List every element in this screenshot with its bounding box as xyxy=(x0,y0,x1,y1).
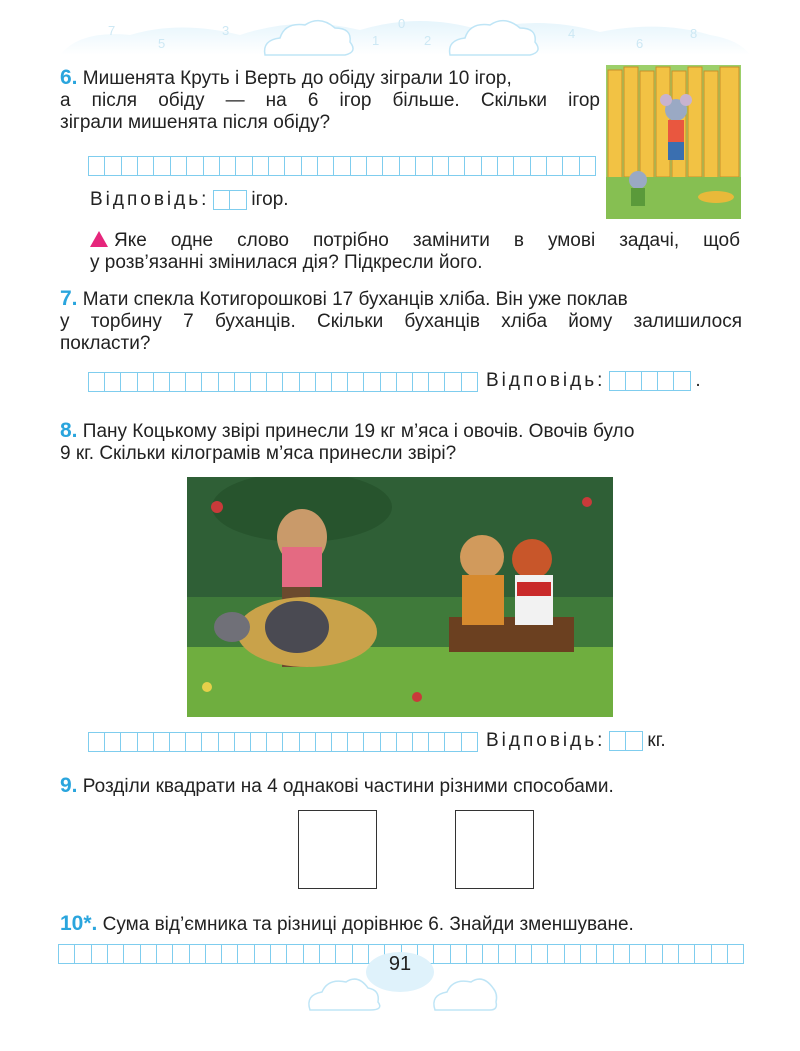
answer-box[interactable] xyxy=(609,371,691,391)
task-number: 7. xyxy=(60,287,78,310)
answer-label: Відповідь: xyxy=(90,189,210,210)
triangle-icon xyxy=(90,231,108,247)
mice-illustration xyxy=(606,65,741,219)
square-2[interactable] xyxy=(455,810,534,889)
header-digit: 5 xyxy=(158,36,166,51)
answer-unit: кг. xyxy=(647,730,666,751)
answer-label: Відповідь: xyxy=(486,730,606,751)
task-line: 9 кг. Скільки кілограмів м’яса принесли звірі? xyxy=(60,443,457,464)
task-8-text xyxy=(60,420,742,465)
task-9-text xyxy=(60,775,750,798)
answer-box[interactable] xyxy=(609,731,643,751)
task-line: у торбину 7 буханців. Скільки буханців хліба йому залишилося xyxy=(60,311,742,332)
square-1[interactable] xyxy=(298,810,377,889)
answer-label: Відповідь: xyxy=(486,370,606,391)
task-6-work-grid[interactable] xyxy=(88,156,596,176)
header-digit: 1 xyxy=(372,33,380,48)
header-digit: 6 xyxy=(636,36,644,51)
task-8-work-grid[interactable] xyxy=(88,732,478,752)
task-line: покласти? xyxy=(60,333,151,354)
task-number: 8. xyxy=(60,419,78,442)
task-7-text xyxy=(60,288,742,355)
task-line: Пану Коцькому звірі принесли 19 кг м’яса і овочів. Овочів було xyxy=(82,421,635,442)
task-6-triangle-question xyxy=(90,230,740,274)
task-6-text xyxy=(60,67,600,134)
task-line: а після обіду — на 6 ігор більше. Скільки ігор xyxy=(60,90,600,111)
task-line: зіграли мишенята після обіду? xyxy=(60,112,331,133)
header-decoration xyxy=(0,0,800,70)
task-line: у розв’язанні змінилася дія? Підкресли його. xyxy=(90,252,483,273)
answer-box[interactable] xyxy=(213,190,247,210)
task-8-answer xyxy=(486,730,666,752)
forest-animals-illustration xyxy=(187,477,613,717)
answer-unit: ігор. xyxy=(251,189,289,210)
task-7-work-grid[interactable] xyxy=(88,372,478,392)
task-line: Мишенята Круть і Верть до обіду зіграли 10 ігор, xyxy=(82,68,512,89)
task-line: Яке одне слово потрібно замінити в умові задачі, щоб xyxy=(114,230,740,251)
task-6-answer xyxy=(90,189,289,211)
task-number: 10*. xyxy=(60,912,98,935)
task-line: Розділи квадрати на 4 однакові частини різними способами. xyxy=(82,776,614,797)
header-digit: 0 xyxy=(398,16,406,31)
page-number: 91 xyxy=(388,953,412,975)
task-number: 9. xyxy=(60,774,78,797)
header-digit: 4 xyxy=(568,26,576,41)
header-digit: 2 xyxy=(424,33,432,48)
answer-end: . xyxy=(695,370,701,391)
header-digit: 3 xyxy=(222,23,230,38)
task-7-answer xyxy=(486,370,701,392)
header-digit: 8 xyxy=(690,26,698,41)
task-number: 6. xyxy=(60,66,78,89)
task-line: Сума від’ємника та різниці дорівнює 6. Знайди зменшуване. xyxy=(102,914,634,935)
task-10-text xyxy=(60,913,750,936)
header-digit: 7 xyxy=(108,23,116,38)
task-line: Мати спекла Котигорошкові 17 буханців хліба. Він уже поклав xyxy=(82,289,628,310)
